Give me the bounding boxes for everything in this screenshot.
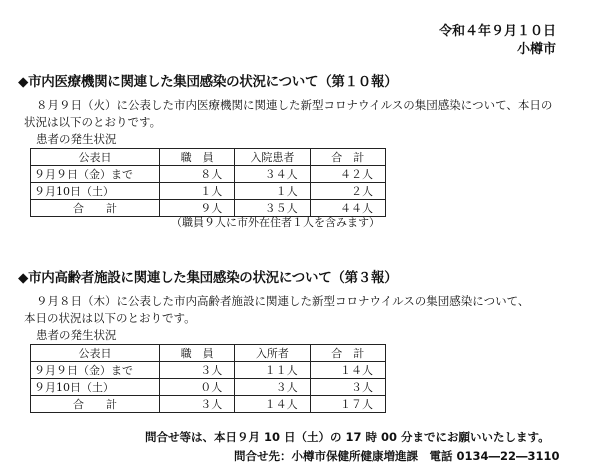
header-cell: 合 計	[310, 149, 385, 166]
table-cell: ０人	[159, 379, 234, 396]
footer-deadline: 問合せ等は、本日９月 10 日（土）の 17 時 00 分までにお願いいたします。	[145, 430, 550, 444]
table-cell: １人	[235, 183, 310, 200]
footer-contact: 問合せ先：小樽市保健所健康増進課 電話 0134―22―3110	[234, 449, 560, 463]
section2-title: ◆市内高齢者施設に関連した集団感染の状況について（第３報）	[18, 270, 398, 286]
table-cell: ３人	[159, 362, 234, 379]
header-cell: 入所者	[235, 345, 310, 362]
table-header-row	[31, 345, 386, 362]
header-cell: 合 計	[310, 345, 385, 362]
table-cell: ４２人	[310, 166, 385, 183]
section2-table	[30, 344, 386, 413]
section1-table-caption: 患者の発生状況	[36, 132, 117, 146]
section1-paragraph-line2: 状況は以下のとおりです。	[24, 115, 162, 129]
table-cell: １人	[159, 183, 234, 200]
table-cell: １７人	[310, 396, 385, 413]
table-row	[31, 379, 386, 396]
table-cell: ３人	[310, 379, 385, 396]
table-cell: ４４人	[310, 200, 385, 217]
table-cell: ９人	[159, 200, 234, 217]
table-row	[31, 362, 386, 379]
table-cell: 合 計	[31, 200, 160, 217]
table-row	[31, 166, 386, 183]
header-cell: 公表日	[31, 345, 160, 362]
table-cell: ９月10日（土）	[31, 183, 160, 200]
section1-title: ◆市内医療機関に関連した集団感染の状況について（第１０報）	[18, 74, 398, 90]
table-cell: ９月９日（金）まで	[31, 166, 160, 183]
issuer-name: 小樽市	[516, 42, 556, 57]
table-cell: ９月９日（金）まで	[31, 362, 160, 379]
table-cell: 合 計	[31, 396, 160, 413]
table-cell: ３５人	[235, 200, 310, 217]
section1-table	[30, 148, 386, 217]
table-header-row	[31, 149, 386, 166]
section2-paragraph-line1: ９月８日（木）に公表した市内高齢者施設に関連した新型コロナウイルスの集団感染について、	[36, 294, 530, 308]
table-cell: ３人	[159, 396, 234, 413]
header-cell: 入院患者	[235, 149, 310, 166]
header-cell: 職 員	[159, 149, 234, 166]
section2-table-caption: 患者の発生状況	[36, 328, 117, 342]
table-row	[31, 183, 386, 200]
table-cell: ３４人	[235, 166, 310, 183]
table-cell: １４人	[310, 362, 385, 379]
table-row	[31, 396, 386, 413]
header-cell: 公表日	[31, 149, 160, 166]
table-cell: １１人	[235, 362, 310, 379]
header-cell: 職 員	[159, 345, 234, 362]
table-cell: ８人	[159, 166, 234, 183]
table-cell: １４人	[235, 396, 310, 413]
section1-note: （職員９人に市外在住者１人を含みます）	[171, 216, 380, 229]
section1-paragraph-line1: ８月９日（火）に公表した市内医療機関に関連した新型コロナウイルスの集団感染について、本日の	[36, 98, 553, 112]
document-date: 令和４年９月１０日	[438, 24, 556, 39]
table-cell: ９月10日（土）	[31, 379, 160, 396]
section2-paragraph-line2: 本日の状況は以下のとおりです。	[24, 311, 196, 325]
table-cell: ３人	[235, 379, 310, 396]
table-cell: ２人	[310, 183, 385, 200]
